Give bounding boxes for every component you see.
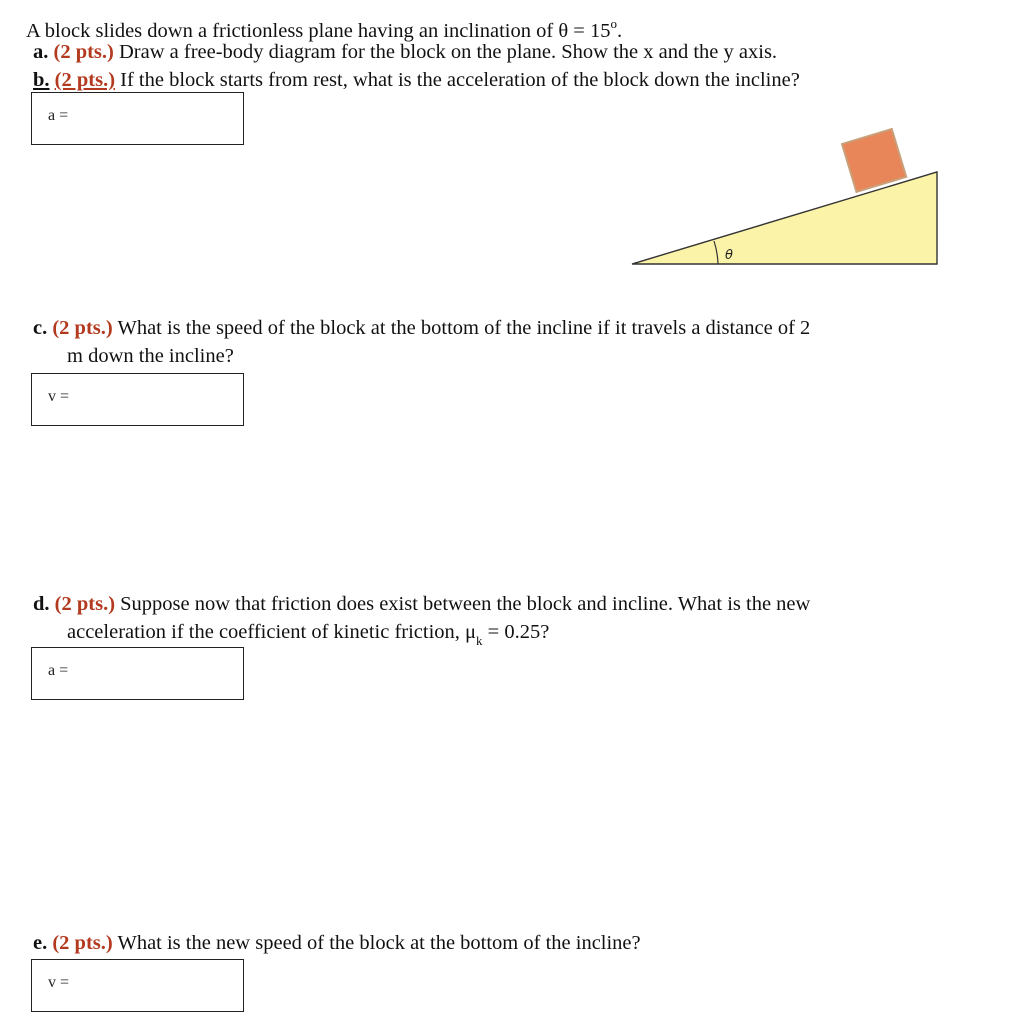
points-badge: (2 pts.) [54, 593, 116, 615]
answer-box-d[interactable]: a = [31, 647, 244, 700]
answer-box-b[interactable]: a = [31, 92, 244, 145]
part-d-cont: acceleration if the coefficient of kinetic friction, $\mu_k = 0.25$? [67, 621, 550, 648]
part-e: e. (2 pts.) What is the new speed of the block at the bottom of the incline? [33, 932, 641, 954]
sliding-block [842, 129, 906, 192]
points-badge: (2 pts.) [52, 317, 113, 339]
part-c: c. (2 pts.) What is the speed of the block at the bottom of the incline if it travels a distance of 2 [33, 317, 811, 339]
incline-plane [632, 172, 937, 264]
points-badge: (2 pts.) [53, 41, 114, 63]
part-b: b. (2 pts.) If the block starts from rest, what is the acceleration of the block down the incline? [33, 69, 800, 91]
angle-label: θ [725, 248, 733, 263]
answer-box-e[interactable]: v = [31, 959, 244, 1012]
points-badge: (2 pts.) [54, 69, 116, 91]
part-d: d. (2 pts.) Suppose now that friction does exist between the block and incline. What is the new [33, 593, 811, 615]
answer-box-c[interactable]: v = [31, 373, 244, 426]
part-c-cont: m down the incline? [67, 345, 234, 367]
points-badge: (2 pts.) [52, 932, 113, 954]
problem-intro: A block slides down a frictionless plane having an inclination of $\theta = 15^o$. [26, 16, 623, 42]
part-a: a. (2 pts.) Draw a free-body diagram for the block on the plane. Show the x and the y axis. [33, 41, 778, 63]
